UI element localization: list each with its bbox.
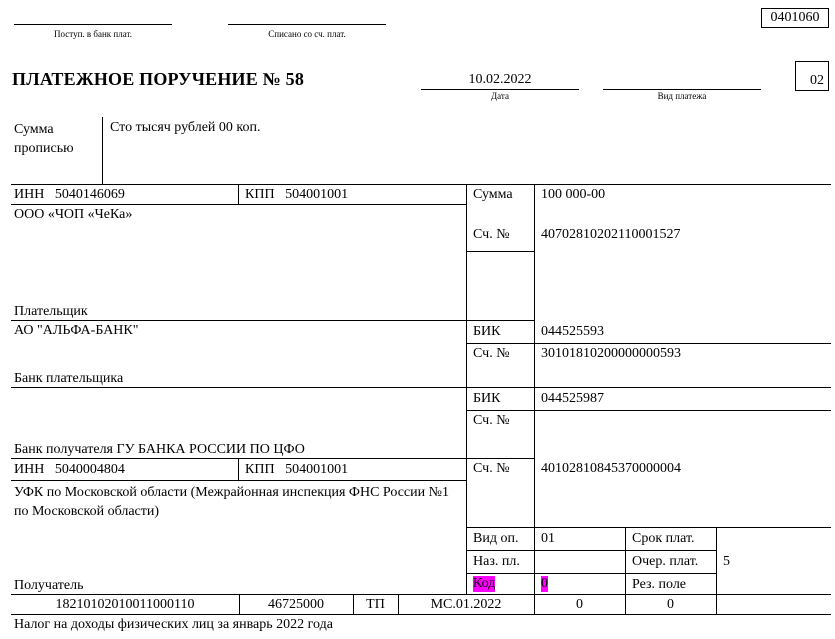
row-line-251 bbox=[466, 251, 534, 252]
sum-label: Сумма bbox=[473, 187, 513, 202]
payer-account-label: Сч. № bbox=[473, 227, 510, 242]
row-line-594 bbox=[11, 594, 831, 595]
purpose-code-label: Наз. пл. bbox=[473, 554, 520, 569]
payer-kpp bbox=[245, 187, 348, 203]
payer-bank-name: АО "АЛЬФА-БАНК" bbox=[14, 323, 139, 338]
amount-words-value: Сто тысяч рублей 00 коп. bbox=[110, 120, 261, 135]
row-line-614 bbox=[11, 614, 831, 615]
oktmo-value: 46725000 bbox=[268, 597, 324, 612]
queue-value: 5 bbox=[723, 554, 730, 569]
payer-bank-account-label: Сч. № bbox=[473, 346, 510, 361]
queue-label: Очер. плат. bbox=[632, 554, 699, 569]
payer-bank-label: Банк плательщика bbox=[14, 371, 124, 386]
op-type-label: Вид оп. bbox=[473, 531, 519, 546]
recipient-bank-account-label: Сч. № bbox=[473, 413, 510, 428]
op-col-divider-4 bbox=[716, 527, 717, 594]
recipient-inn-label: ИНН bbox=[14, 462, 45, 477]
recipient-inn-value: 5040004804 bbox=[54, 462, 125, 477]
code-label: Код bbox=[473, 576, 496, 591]
tax-divider-6 bbox=[716, 594, 717, 614]
row-line-184 bbox=[11, 184, 831, 185]
payer-inn-label: ИНН bbox=[14, 187, 45, 202]
payer-bank-bik-value: 044525593 bbox=[541, 324, 604, 339]
row-line-573 bbox=[466, 573, 716, 574]
payer-bank-bik-label: БИК bbox=[473, 324, 501, 339]
row-line-343 bbox=[466, 343, 831, 344]
recipient-kpp bbox=[245, 462, 348, 478]
row-line-550 bbox=[466, 550, 716, 551]
code-value: 0 bbox=[541, 576, 548, 591]
payer-label: Плательщик bbox=[14, 304, 88, 319]
form-code: 0401060 bbox=[761, 8, 829, 28]
received-line bbox=[14, 24, 172, 25]
op-col-divider-3 bbox=[625, 527, 626, 594]
row-line-527 bbox=[466, 527, 831, 528]
recipient-account-label: Сч. № bbox=[473, 461, 510, 476]
recipient-kpp-divider bbox=[238, 458, 239, 480]
recipient-bank-label: Банк получателя ГУ БАНКА РОССИИ ПО ЦФО bbox=[14, 442, 305, 457]
payer-bank-account-value: 30101810200000000593 bbox=[541, 346, 681, 361]
doc-date-value: 0 bbox=[667, 597, 674, 612]
date-value: 10.02.2022 bbox=[468, 72, 532, 87]
row-line-458 bbox=[11, 458, 534, 459]
payer-kpp-label: КПП bbox=[245, 187, 275, 202]
main-col-divider-1 bbox=[466, 184, 467, 594]
payer-kpp-divider bbox=[238, 184, 239, 204]
debited-label: Списано со сч. плат. bbox=[268, 29, 346, 39]
period-value: МС.01.2022 bbox=[430, 597, 502, 612]
recipient-name: УФК по Московской области (Межрайонная инспекция ФНС России №1 по Московской области) bbox=[14, 485, 449, 519]
recipient-inn bbox=[14, 462, 125, 478]
payment-type-line bbox=[603, 89, 761, 90]
document-title: ПЛАТЕЖНОЕ ПОРУЧЕНИЕ № 58 bbox=[12, 69, 305, 89]
debited-line bbox=[228, 24, 386, 25]
amount-words-divider bbox=[102, 117, 103, 184]
amount-words-label: Сумма прописью bbox=[14, 122, 74, 156]
payer-inn bbox=[14, 187, 125, 203]
status-code-box: 02 bbox=[795, 61, 829, 91]
sum-value: 100 000-00 bbox=[541, 187, 606, 202]
main-col-divider-2 bbox=[534, 184, 535, 594]
recipient-kpp-value: 504001001 bbox=[285, 462, 349, 477]
payer-inn-value: 5040146069 bbox=[54, 187, 125, 202]
recipient-label: Получатель bbox=[14, 578, 84, 593]
payer-account-value: 40702810202110001527 bbox=[541, 227, 681, 242]
doc-number-value: 0 bbox=[576, 597, 583, 612]
received-label: Поступ. в банк плат. bbox=[54, 29, 132, 39]
due-label: Срок плат. bbox=[632, 531, 695, 546]
row-line-480 bbox=[11, 480, 466, 481]
recipient-bank-bik-label: БИК bbox=[473, 391, 501, 406]
date-line bbox=[421, 89, 579, 90]
kbk-value: 18210102010011000110 bbox=[55, 597, 195, 612]
row-line-387 bbox=[11, 387, 831, 388]
recipient-bank-bik-value: 044525987 bbox=[541, 391, 604, 406]
recipient-kpp-label: КПП bbox=[245, 462, 275, 477]
row-line-320 bbox=[11, 320, 534, 321]
basis-value: ТП bbox=[366, 597, 385, 612]
row-line-204 bbox=[11, 204, 466, 205]
row-line-410 bbox=[466, 410, 831, 411]
date-label: Дата bbox=[491, 91, 509, 101]
payment-purpose: Налог на доходы физических лиц за январь 2022 года bbox=[14, 617, 333, 632]
payer-kpp-value: 504001001 bbox=[285, 187, 349, 202]
reserve-label: Рез. поле bbox=[632, 577, 687, 592]
recipient-account-value: 40102810845370000004 bbox=[541, 461, 681, 476]
op-type-value: 01 bbox=[541, 531, 555, 546]
payment-type-label: Вид платежа bbox=[657, 91, 707, 101]
payer-name: ООО «ЧОП «ЧеКа» bbox=[14, 207, 133, 222]
